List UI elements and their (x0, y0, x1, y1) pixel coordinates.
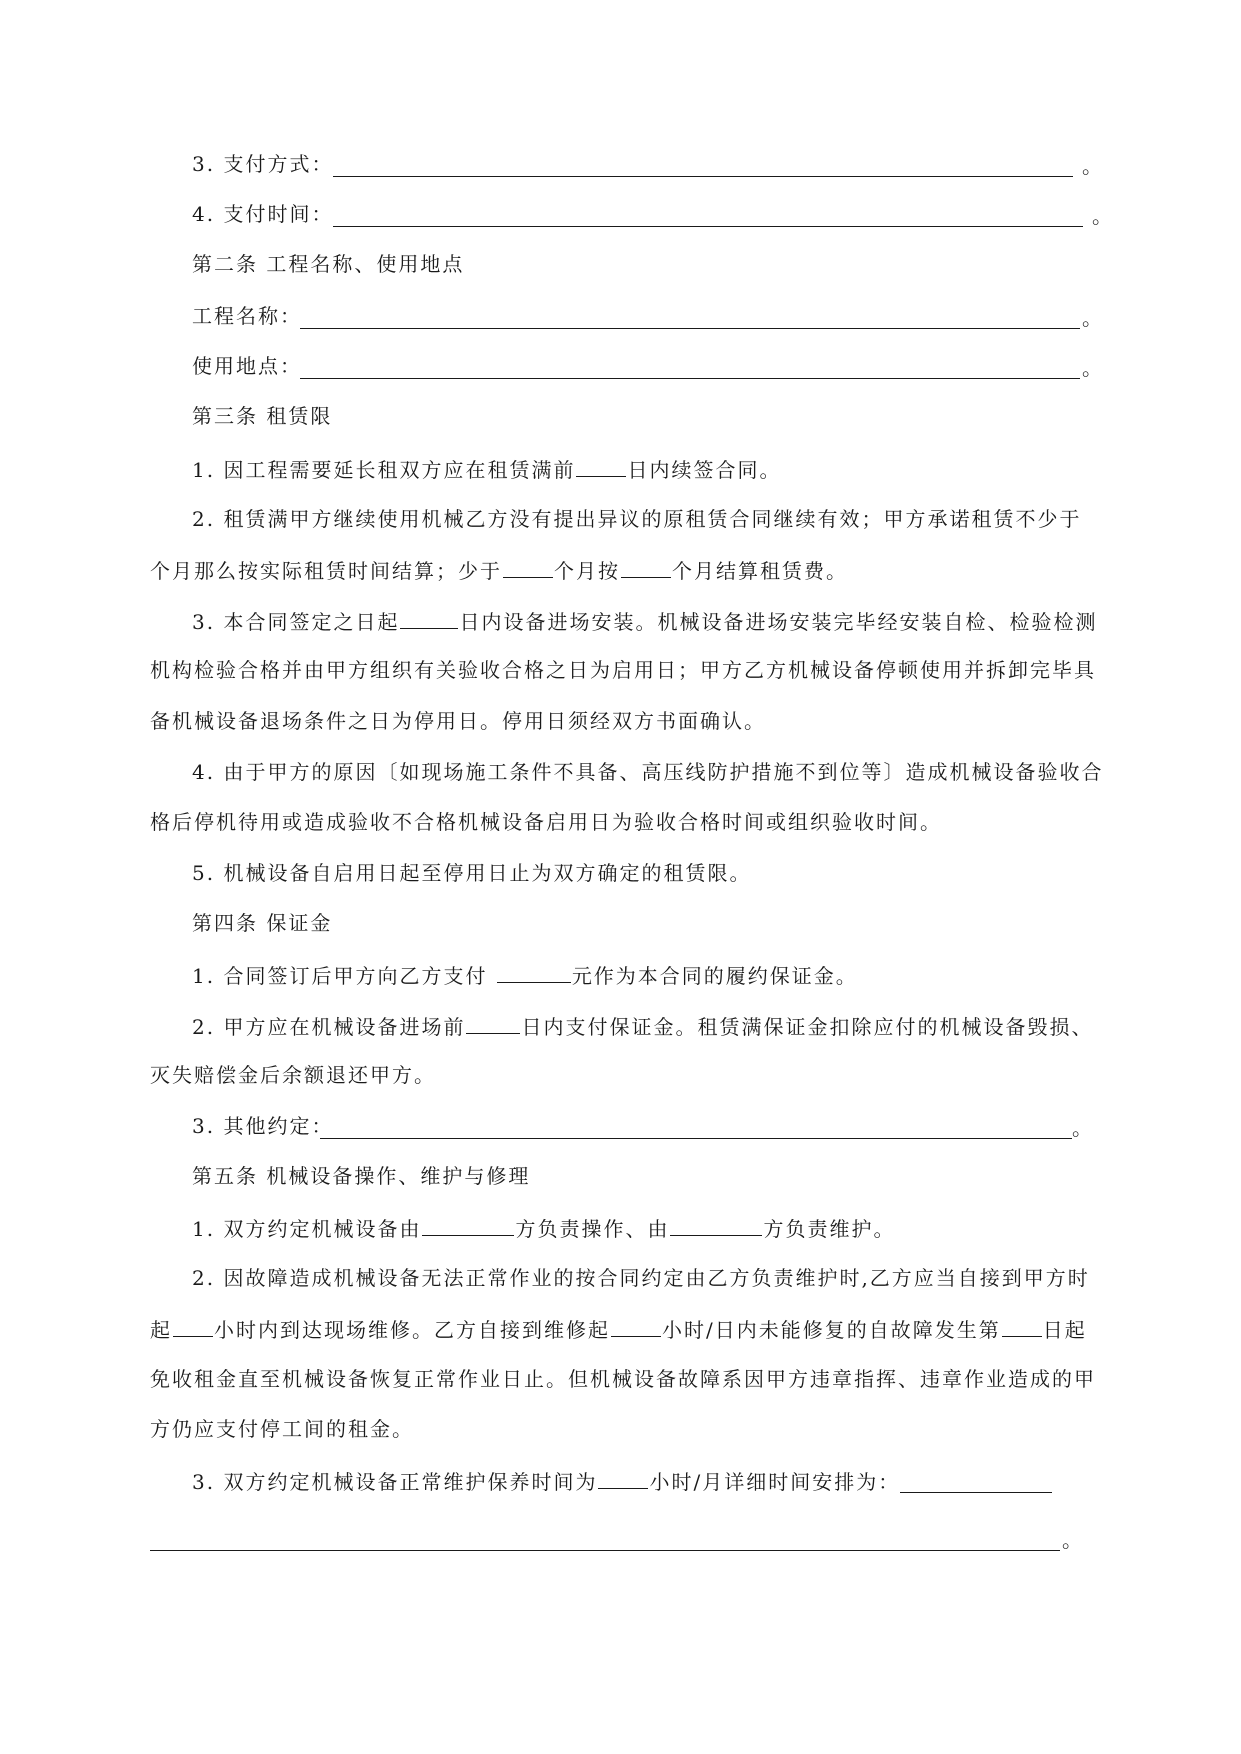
text: 元作为本合同的履约保证金。 (571, 964, 858, 988)
text: 2. 甲方应在机械设备进场前 (192, 1015, 466, 1039)
payment-time-blank[interactable] (333, 226, 1083, 227)
days-blank[interactable] (576, 454, 626, 477)
payment-method-label: 3. 支付方式： (192, 152, 334, 176)
project-name-line (192, 302, 1132, 330)
article-5-item-1 (192, 1213, 1132, 1241)
text: 1. 双方约定机械设备由 (192, 1217, 422, 1241)
article-3-item-5: 5. 机械设备自启用日起至停用日止为双方确定的租赁限。 (192, 861, 752, 885)
text: 3. 本合同签定之日起 (192, 610, 400, 634)
text: 日内支付保证金。租赁满保证金扣除应付的机械设备毁损、 (521, 1015, 1094, 1039)
months-blank[interactable] (621, 555, 671, 578)
hours-blank[interactable] (173, 1314, 213, 1337)
article-4-item-1 (192, 960, 1132, 988)
article-3-item-4: 4. 由于甲方的原因〔如现场施工条件不具备、高压线防护措施不到位等〕造成机械设备验收合 (192, 760, 1104, 784)
article-3-item-3-cont: 机构检验合格并由甲方组织有关验收合格之日为启用日；甲方乙方机械设备停顿使用并拆卸完毕具 (150, 658, 1096, 682)
payment-time-label: 4. 支付时间： (192, 202, 334, 226)
project-name-blank[interactable] (300, 328, 1080, 329)
text: 小时/月详细时间安排为： (649, 1470, 901, 1494)
other-terms-label: 3. 其他约定： (192, 1114, 334, 1138)
text: 3. 双方约定机械设备正常维护保养时间为 (192, 1470, 598, 1494)
text: 个月按 (554, 559, 620, 583)
days-blank[interactable] (466, 1011, 520, 1034)
text: 小时/日内未能修复的自故障发生第 (662, 1318, 1001, 1342)
text: 日起 (1042, 1318, 1087, 1342)
article-5-item-2: 2. 因故障造成机械设备无法正常作业的按合同约定由乙方负责维护时,乙方应当自接到甲方时 (192, 1266, 1090, 1290)
period: 。 (1082, 154, 1102, 178)
text: 1. 合同签订后甲方向乙方支付 (192, 964, 488, 988)
payment-time-line (192, 200, 1132, 228)
use-location-label: 使用地点： (192, 354, 302, 378)
period: 。 (1062, 1528, 1082, 1552)
period: 。 (1092, 204, 1112, 228)
article-5-item-3 (192, 1466, 1132, 1494)
article-4-item-3 (192, 1112, 1132, 1140)
article-3-item-2: 2. 租赁满甲方继续使用机械乙方没有提出异议的原租赁合同继续有效；甲方承诺租赁不少于 (192, 507, 1082, 531)
article-5-item-2-cont2: 免收租金直至机械设备恢复正常作业日止。但机械设备故障系因甲方违章指挥、违章作业造成的甲 (150, 1367, 1096, 1391)
article-2-title: 第二条 工程名称、使用地点 (192, 252, 465, 276)
period: 。 (1082, 306, 1102, 330)
schedule-blank-cont[interactable] (150, 1550, 1060, 1551)
operator-party-blank[interactable] (422, 1213, 514, 1236)
article-3-item-4-cont: 格后停机待用或造成验收不合格机械设备启用日为验收合格时间或组织验收时间。 (150, 810, 942, 834)
use-location-line (192, 352, 1132, 380)
article-3-title: 第三条 租赁限 (192, 404, 333, 428)
period: 。 (1082, 356, 1102, 380)
payment-method-blank[interactable] (333, 176, 1073, 177)
months-blank[interactable] (503, 555, 553, 578)
article-3-item-3-cont2: 备机械设备退场条件之日为停用日。停用日须经双方书面确认。 (150, 709, 766, 733)
days-blank[interactable] (400, 606, 458, 629)
other-terms-blank[interactable] (320, 1138, 1072, 1139)
maintainer-party-blank[interactable] (670, 1213, 762, 1236)
article-3-item-1 (192, 454, 1132, 482)
text: 日内设备进场安装。机械设备进场安装完毕经安装自检、检验检测 (459, 610, 1098, 634)
article-5-item-2-cont3: 方仍应支付停工间的租金。 (150, 1417, 414, 1441)
payment-method-line (192, 150, 1132, 178)
article-4-item-2-cont: 灭失赔偿金后余额退还甲方。 (150, 1063, 436, 1087)
text: 方负责操作、由 (515, 1217, 670, 1241)
use-location-blank[interactable] (300, 378, 1080, 379)
deposit-amount-blank[interactable] (497, 960, 571, 983)
text: 小时内到达现场维修。乙方自接到维修起 (214, 1318, 610, 1342)
period: 。 (1072, 1116, 1092, 1140)
hours-blank[interactable] (598, 1466, 648, 1489)
article-4-item-2 (192, 1011, 1132, 1039)
article-5-item-2-cont (150, 1314, 1090, 1342)
text: 起 (150, 1318, 172, 1342)
text: 日内续签合同。 (627, 458, 782, 482)
hours-blank[interactable] (611, 1314, 661, 1337)
article-4-title: 第四条 保证金 (192, 911, 333, 935)
text: 个月结算租赁费。 (672, 559, 848, 583)
text: 方负责维护。 (763, 1217, 896, 1241)
article-5-title: 第五条 机械设备操作、维护与修理 (192, 1164, 531, 1188)
schedule-blank[interactable] (900, 1492, 1052, 1493)
text: 个月那么按实际租赁时间结算；少于 (150, 559, 502, 583)
article-3-item-2-cont (150, 555, 1090, 583)
text: 1. 因工程需要延长租双方应在租赁满前 (192, 458, 576, 482)
project-name-label: 工程名称： (192, 304, 302, 328)
day-number-blank[interactable] (1002, 1314, 1042, 1337)
article-3-item-3 (192, 606, 1132, 634)
